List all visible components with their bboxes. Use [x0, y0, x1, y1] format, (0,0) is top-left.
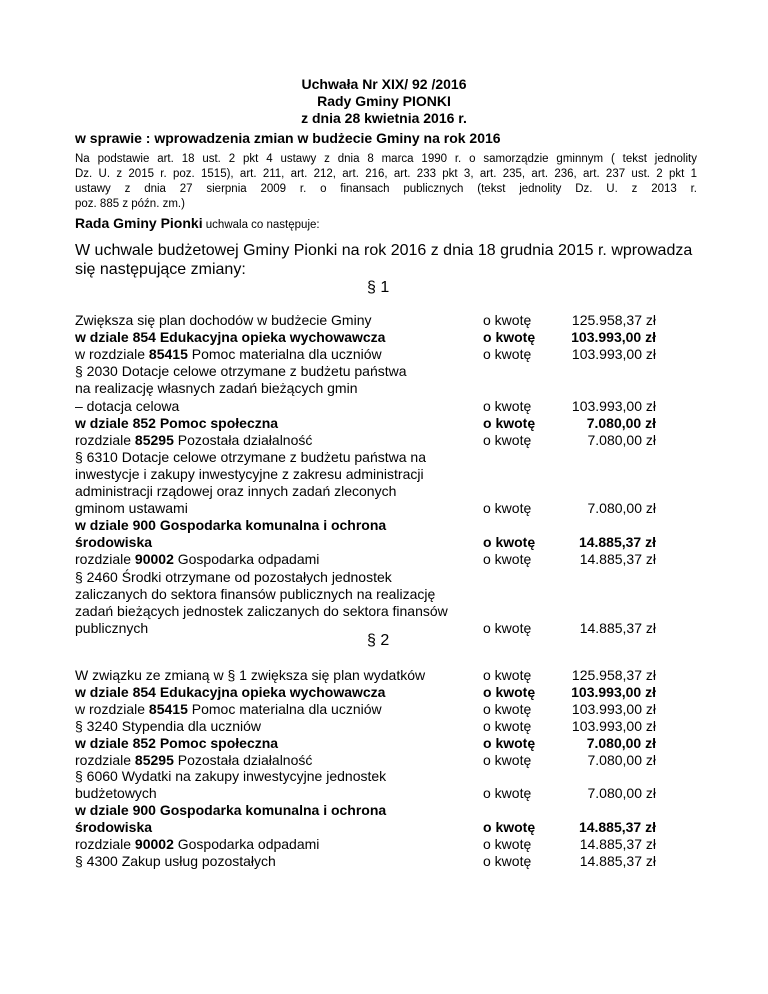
row-label: Gospodarka odpadami [173, 551, 320, 568]
row-description [75, 346, 382, 362]
row-amount: 7.080,00 zł [587, 751, 656, 768]
budget-row [0, 819, 768, 837]
row-amount: 103.993,00 zł [571, 700, 656, 717]
budget-row [0, 667, 768, 685]
row-amount-label: o kwotę [483, 683, 536, 700]
resolution-date: z dnia 28 kwietnia 2016 r. [301, 110, 467, 126]
row-description: w dziale 900 Gospodarka komunalna i ochrona [75, 802, 387, 819]
row-amount-label: o kwotę [483, 346, 532, 363]
row-label: Pomoc materialna dla uczniów [187, 346, 382, 363]
row-description: w dziale 852 Pomoc społeczna [75, 414, 279, 431]
row-amount: 103.993,00 zł [571, 397, 656, 414]
budget-row [0, 312, 768, 330]
resolution-number: Uchwała Nr XIX/ 92 /2016 [301, 76, 467, 92]
row-code: 85295 [134, 751, 174, 768]
intro-paragraph [75, 241, 692, 279]
row-label: rozdziale [75, 431, 135, 448]
row-amount: 7.080,00 zł [586, 734, 656, 751]
row-amount: 14.885,37 zł [579, 836, 656, 852]
row-amount-label: o kwotę [483, 751, 532, 768]
row-description: § 6060 Wydatki na zakupy inwestycyjne jednostek [75, 768, 387, 785]
row-code: 90002 [134, 551, 174, 568]
budget-row [0, 398, 768, 416]
row-amount-label: o kwotę [483, 551, 532, 568]
row-amount: 103.993,00 zł [571, 717, 656, 734]
budget-row [0, 752, 768, 770]
row-label: rozdziale [75, 836, 135, 852]
budget-row [0, 802, 768, 820]
intro-line-1: W uchwale budżetowej Gminy Pionki na rok 2016 z dnia 18 grudnia 2015 r. wprowadza [75, 242, 693, 259]
row-description [75, 551, 319, 567]
row-amount-label: o kwotę [483, 717, 532, 734]
row-description: § 6310 Dotacje celowe otrzymane z budżetu państwa na [75, 448, 426, 465]
budget-row [0, 603, 768, 621]
row-label: rozdziale [75, 751, 135, 768]
section-1-title: § 1 [367, 279, 390, 296]
budget-row [0, 718, 768, 736]
row-amount: 7.080,00 zł [587, 785, 656, 802]
row-amount-label: o kwotę [483, 414, 536, 431]
resolves-bold: Rada Gminy Pionki [75, 215, 203, 231]
row-description: § 4300 Zakup usług pozostałych [75, 852, 276, 869]
row-description [75, 432, 312, 448]
budget-row [0, 534, 768, 552]
resolves-line [75, 215, 320, 233]
budget-row [0, 517, 768, 535]
budget-row [0, 684, 768, 702]
row-description: administracji rządowej oraz innych zadań zleconych [75, 483, 397, 499]
budget-row [0, 853, 768, 871]
row-amount: 14.885,37 zł [579, 551, 656, 568]
row-amount: 103.993,00 zł [571, 683, 656, 700]
row-description: budżetowych [75, 785, 157, 802]
budget-row [0, 449, 768, 467]
row-code: 85295 [134, 431, 174, 448]
row-description: § 2460 Środki otrzymane od pozostałych jednostek [75, 568, 392, 585]
budget-row [0, 363, 768, 381]
row-amount-label: o kwotę [483, 785, 532, 802]
row-label: Pomoc materialna dla uczniów [187, 700, 382, 717]
row-description: W związku ze zmianą w § 1 zwiększa się plan wydatków [75, 667, 426, 683]
row-label: w rozdziale [75, 346, 149, 363]
budget-row [0, 466, 768, 484]
budget-row [0, 415, 768, 433]
row-label: Pozostała działalność [173, 751, 313, 768]
budget-row [0, 483, 768, 501]
legal-basis-line-4: poz. 885 z późn. zm.) [75, 198, 185, 210]
row-amount-label: o kwotę [483, 312, 532, 328]
row-amount-label: o kwotę [483, 734, 536, 751]
row-description: środowiska [75, 534, 153, 551]
budget-row [0, 432, 768, 450]
row-amount-label: o kwotę [483, 700, 532, 717]
row-description: § 2030 Dotacje celowe otrzymane z budżetu państwa [75, 363, 407, 380]
legal-basis [75, 152, 697, 212]
row-amount: 7.080,00 zł [587, 431, 656, 448]
row-amount-label: o kwotę [483, 397, 532, 414]
row-label: rozdziale [75, 551, 135, 568]
budget-row [0, 785, 768, 803]
row-amount: 7.080,00 zł [586, 414, 656, 431]
budget-row [0, 836, 768, 854]
row-description: w dziale 854 Edukacyjna opieka wychowawcza [75, 683, 386, 700]
budget-row [0, 329, 768, 347]
legal-basis-line-1: Na podstawie art. 18 ust. 2 pkt 4 ustawy z dnia 8 marca 1990 r. o samorządzie gminnym ( tekst jednolity [75, 153, 697, 165]
row-amount-label: o kwotę [483, 500, 532, 517]
row-label: Pozostała działalność [173, 431, 313, 448]
row-amount-label: o kwotę [483, 852, 532, 869]
row-amount: 14.885,37 zł [578, 534, 656, 551]
row-description: inwestycje i zakupy inwestycyjne z zakresu administracji [75, 465, 424, 482]
legal-basis-line-3: ustawy z dnia 27 sierpnia 2009 r. o finansach publicznych (tekst jednolity Dz. U. z 2013 r. [75, 183, 697, 195]
budget-row [0, 346, 768, 364]
row-amount: 14.885,37 zł [579, 852, 656, 869]
row-description: publicznych [75, 619, 149, 636]
row-label: Gospodarka odpadami [173, 836, 320, 852]
budget-row [0, 586, 768, 604]
row-description: – dotacja celowa [75, 397, 180, 414]
row-amount-label: o kwotę [483, 667, 532, 683]
row-amount-label: o kwotę [483, 619, 532, 636]
row-description [75, 701, 382, 717]
row-amount: 14.885,37 zł [578, 819, 656, 836]
budget-row [0, 768, 768, 786]
budget-row [0, 380, 768, 398]
row-amount-label: o kwotę [483, 836, 532, 852]
row-amount-label: o kwotę [483, 329, 536, 346]
row-description: § 3240 Stypendia dla uczniów [75, 717, 262, 734]
subject-line: w sprawie : wprowadzenia zmian w budżecie Gminy na rok 2016 [75, 130, 501, 146]
row-amount: 103.993,00 zł [571, 346, 656, 363]
budget-row [0, 500, 768, 518]
row-amount: 125.958,37 zł [571, 667, 656, 683]
row-description: w dziale 852 Pomoc społeczna [75, 734, 279, 751]
row-code: 90002 [134, 836, 174, 852]
row-amount-label: o kwotę [483, 534, 536, 551]
legal-basis-line-2: Dz. U. z 2015 r. poz. 1515), art. 211, art. 212, art. 216, art. 233 pkt 3, art. 235, art. 236, art. 237 ust. 2 pkt 1 [75, 168, 697, 180]
row-amount: 14.885,37 zł [579, 619, 656, 636]
council-name: Rady Gminy PIONKI [317, 93, 451, 109]
row-amount: 103.993,00 zł [571, 329, 656, 346]
row-amount: 125.958,37 zł [571, 312, 656, 328]
row-description [75, 752, 312, 768]
budget-row [0, 735, 768, 753]
row-description: w dziale 900 Gospodarka komunalna i ochrona [75, 517, 387, 534]
row-label: w rozdziale [75, 700, 149, 717]
row-description: w dziale 854 Edukacyjna opieka wychowawcza [75, 329, 386, 346]
row-description: zaliczanych do sektora finansów publicznych na realizację [75, 585, 436, 602]
section-2-title: § 2 [367, 632, 390, 649]
row-code: 85415 [148, 700, 188, 717]
intro-line-2: się następujące zmiany: [75, 261, 246, 278]
budget-row [0, 551, 768, 569]
row-description: Zwiększa się plan dochodów w budżecie Gminy [75, 312, 372, 328]
budget-row [0, 701, 768, 719]
row-description: środowiska [75, 819, 153, 836]
row-amount-label: o kwotę [483, 819, 536, 836]
row-description: gminom ustawami [75, 500, 188, 517]
row-description: zadań bieżących jednostek zaliczanych do sektora finansów [75, 602, 448, 619]
row-description: na realizację własnych zadań bieżących gmin [75, 380, 358, 397]
row-description [75, 836, 319, 852]
row-amount-label: o kwotę [483, 431, 532, 448]
row-amount: 7.080,00 zł [587, 500, 656, 517]
resolves-rest: uchwala co następuje: [202, 219, 320, 231]
budget-row [0, 569, 768, 587]
row-code: 85415 [148, 346, 188, 363]
